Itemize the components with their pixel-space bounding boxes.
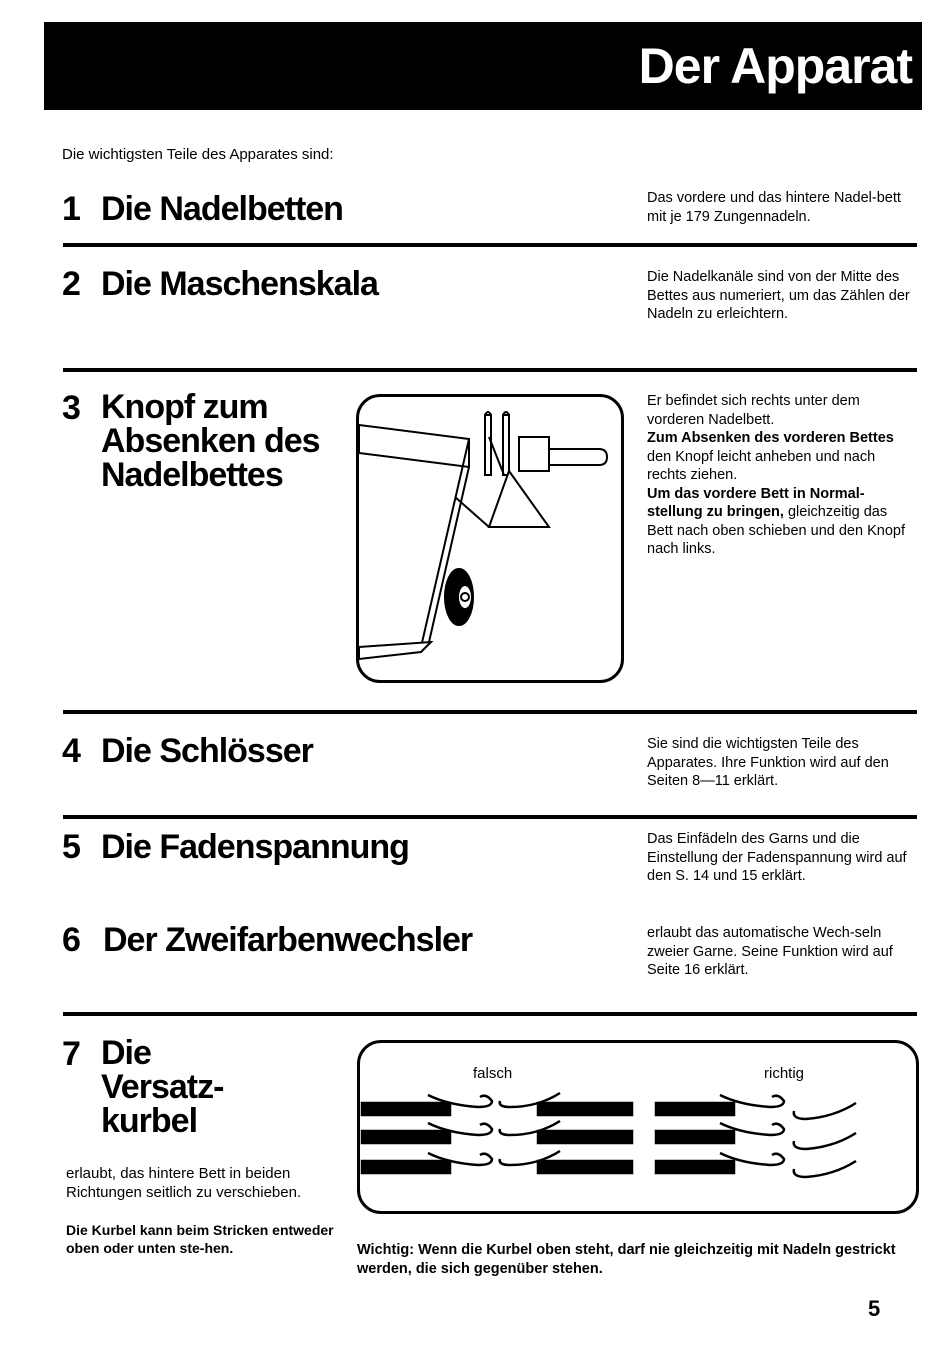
page-title: Der Apparat <box>638 38 912 94</box>
right-needle-row <box>656 1095 856 1119</box>
section-1-number: 1 <box>62 190 80 228</box>
section-divider <box>63 368 917 372</box>
section-divider <box>63 243 917 247</box>
crank-description: erlaubt, das hintere Bett in beiden Richtungen seitlich zu verschieben. <box>66 1165 302 1201</box>
section-6-description: erlaubt das automatische Wech-seln zweier Garne. Seine Funktion wird auf Seite 16 erklärt. <box>647 925 893 978</box>
section-3-title: Knopf zum Absenken des Nadelbettes <box>101 388 320 494</box>
crank-note: Die Kurbel kann beim Stricken entweder oben oder unten ste-hen. <box>66 1222 334 1256</box>
label-wrong: falsch <box>473 1065 513 1082</box>
important-warning: Wichtig: Wenn die Kurbel oben steht, darf nie gleichzeitig mit Nadeln gestrickt werden, die sich gegenüber stehen. <box>357 1242 896 1277</box>
header-bar <box>44 22 922 110</box>
section-5-description: Das Einfädeln des Garns und die Einstellung der Fadenspannung wird auf den S. 14 und 15 erklärt. <box>647 831 907 884</box>
section-5-number: 5 <box>62 828 80 866</box>
section-4-description: Sie sind die wichtigsten Teile des Apparates. Ihre Funktion wird auf den Seiten 8—11 erklärt. <box>647 736 889 789</box>
label-right: richtig <box>764 1065 805 1082</box>
section-6-number: 6 <box>62 921 80 959</box>
section-1-description: Das vordere und das hintere Nadel-bett mit je 179 Zungennadeln. <box>647 190 901 225</box>
section-3-description: Er befindet sich rechts unter dem vorderen Nadelbett. Zum Absenken des vorderen Bettes den Knopf leicht anheben und nach rechts ziehen. Um das vordere Bett in Normal-stellung zu bringen, gleichzeitig das Bett nach oben schieben und den Knopf nach links. <box>647 393 905 557</box>
section-7-number: 7 <box>62 1035 80 1073</box>
section-3-number: 3 <box>62 389 80 427</box>
section-2-description: Die Nadelkanäle sind von der Mitte des Bettes aus numeriert, um das Zählen der Nadeln zu erleichtern. <box>647 269 910 322</box>
section-divider <box>63 710 917 714</box>
section-divider <box>63 815 917 819</box>
needle-drawing <box>360 1043 916 1211</box>
section-2-number: 2 <box>62 265 80 303</box>
section-7-title: Die Versatz- kurbel <box>101 1034 224 1140</box>
section-2-title: Die Maschenskala <box>101 265 378 303</box>
knob-drawing <box>359 397 621 680</box>
section-6-title: Der Zweifarbenwechsler <box>103 921 473 959</box>
section-4-number: 4 <box>62 732 80 770</box>
needle-bed-knob-illustration <box>356 394 624 683</box>
section-divider <box>63 1012 917 1016</box>
section-1-title: Die Nadelbetten <box>101 190 343 228</box>
page-number: 5 <box>868 1296 881 1321</box>
intro-text: Die wichtigsten Teile des Apparates sind: <box>62 146 334 163</box>
section-4-title: Die Schlösser <box>101 732 313 770</box>
section-5-title: Die Fadenspannung <box>101 828 409 866</box>
wrong-needle-row <box>362 1093 632 1115</box>
needle-position-illustration <box>357 1040 919 1214</box>
